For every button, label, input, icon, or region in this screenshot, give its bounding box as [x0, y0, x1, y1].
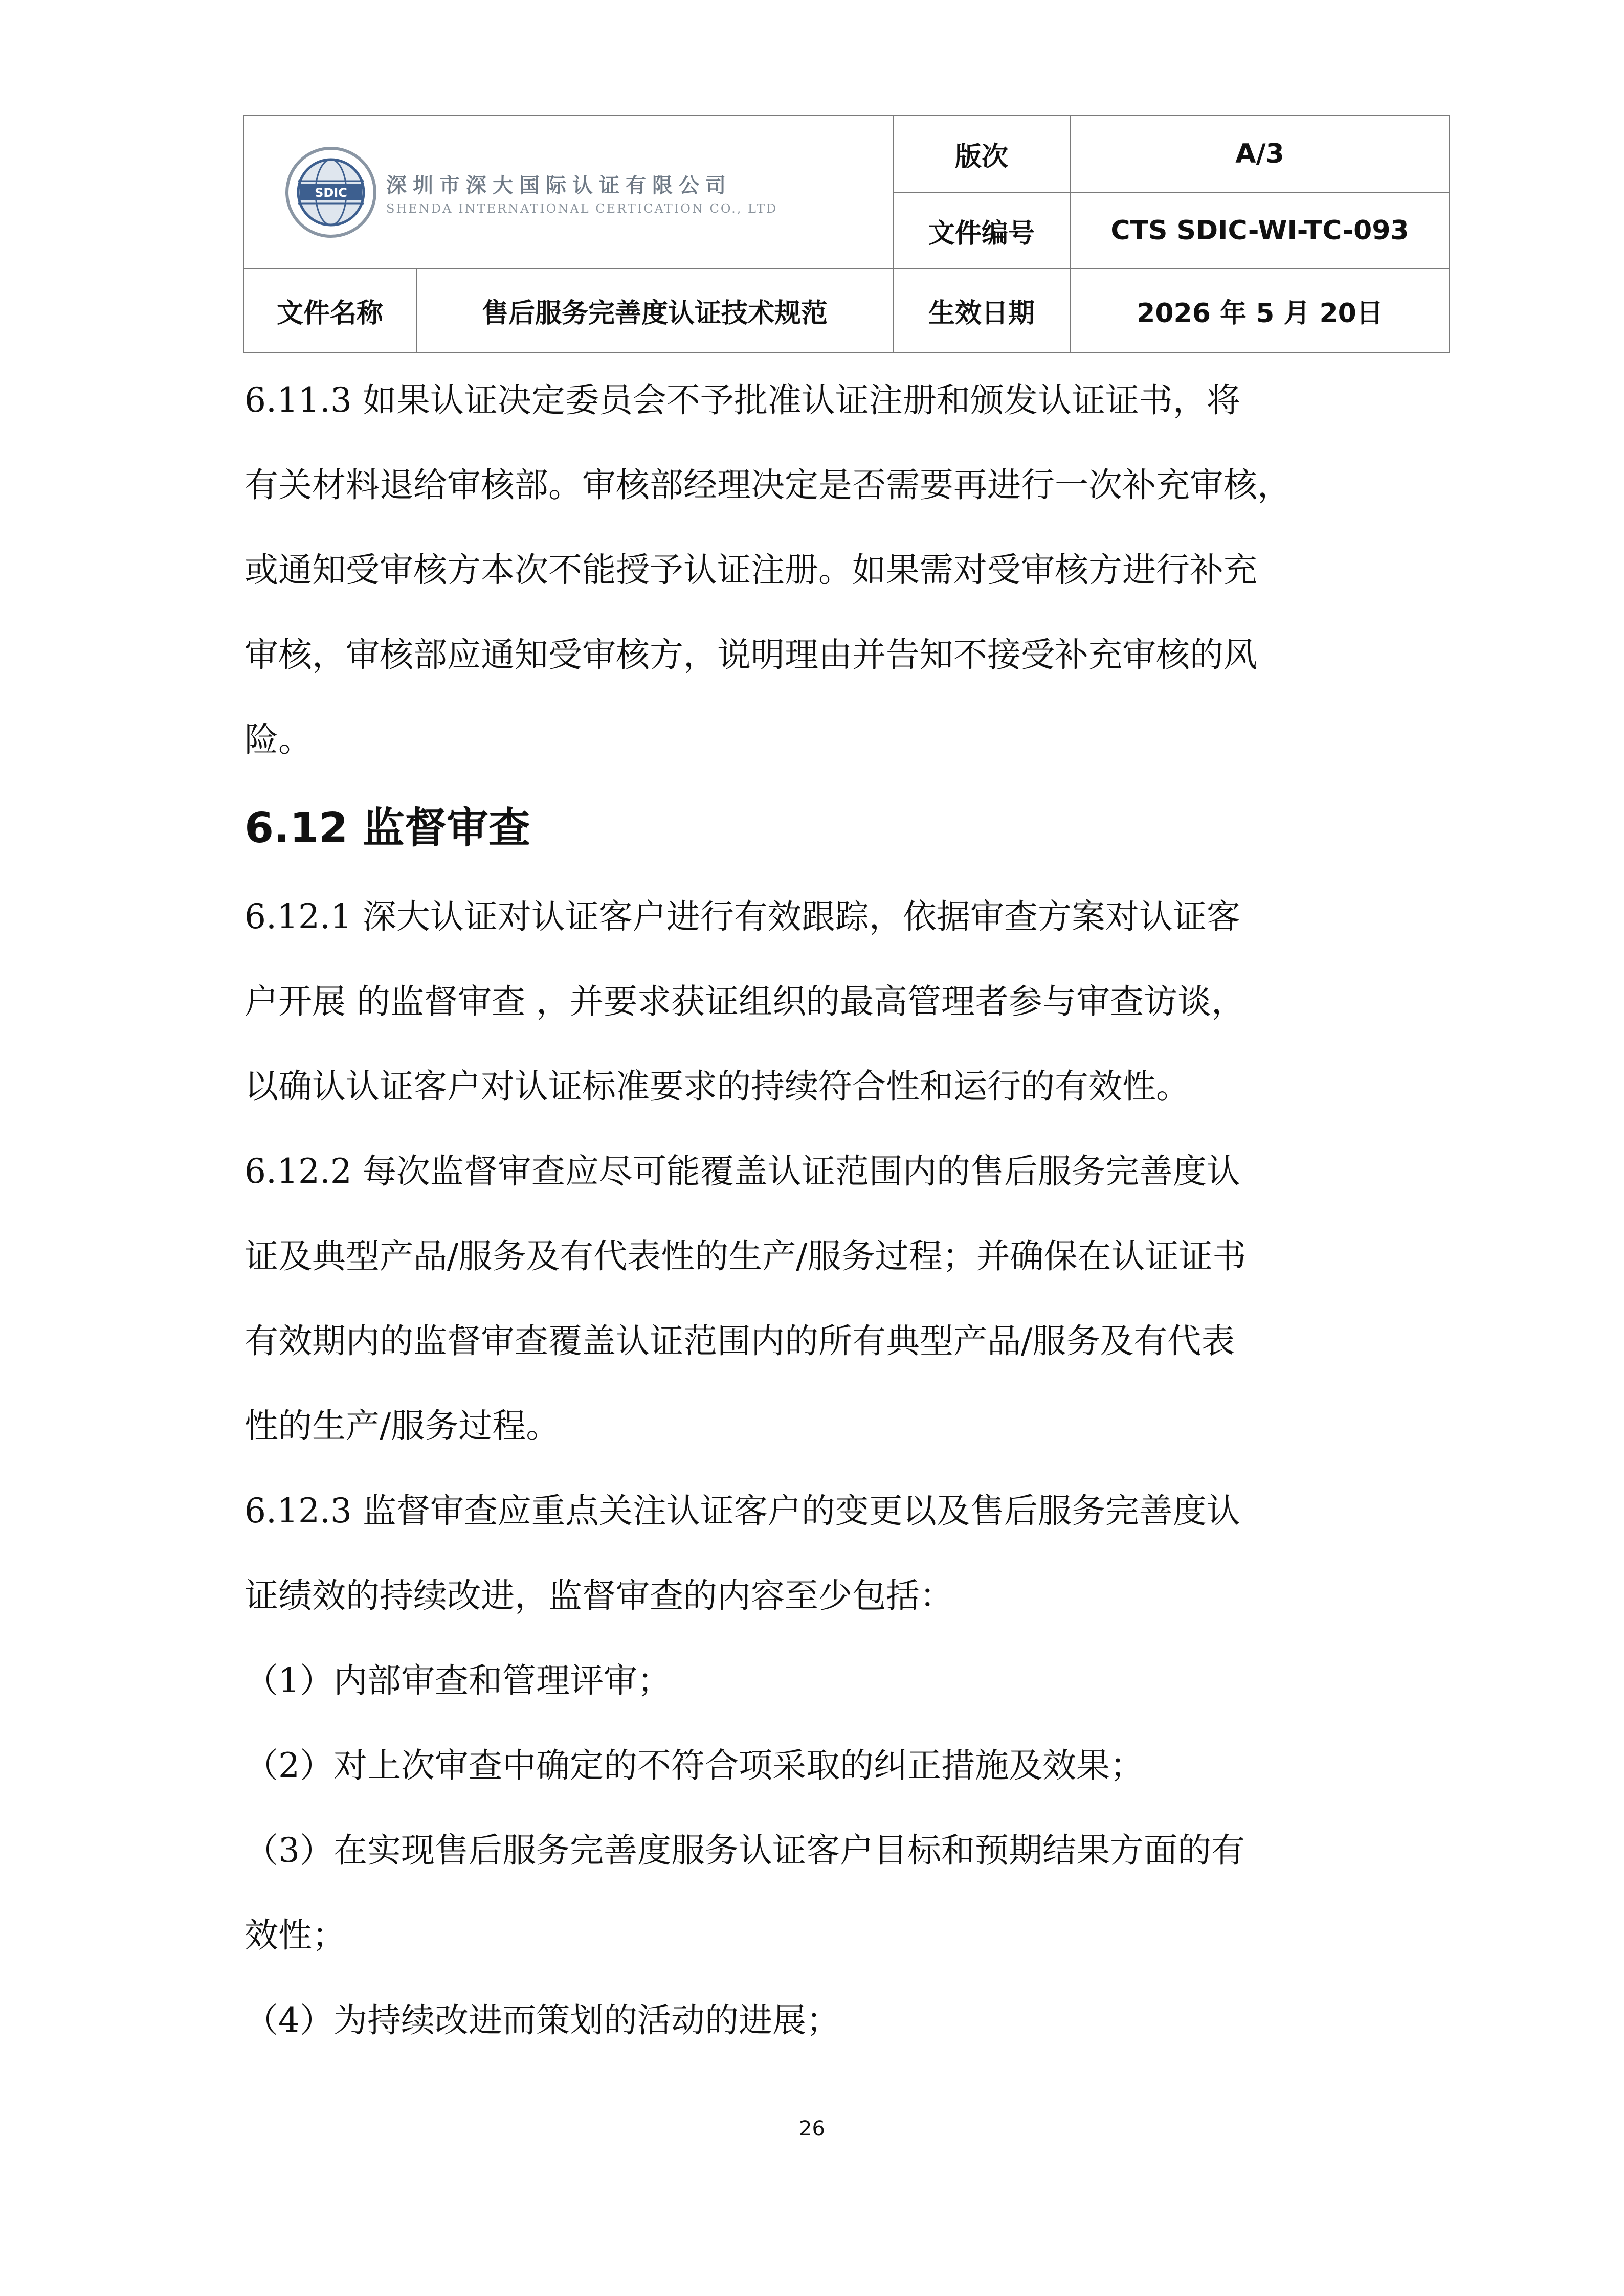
- list-item-2: （2）对上次审查中确定的不符合项采取的纠正措施及效果；: [244, 1746, 1144, 1785]
- effective-date-label: 生效日期: [893, 269, 1070, 352]
- company-logo-cell: [243, 116, 893, 269]
- version-label: 版次: [893, 116, 1070, 192]
- list-item-4: （4）为持续改进而策划的活动的进展；: [244, 2000, 840, 2040]
- text-line: 6.12.1 深大认证对认证客户进行有效跟踪，依据审查方案对认证客: [244, 897, 1240, 936]
- text-line: 6.11.3 如果认证决定委员会不予批准认证注册和颁发认证证书，将: [244, 380, 1240, 420]
- company-seal-icon: [285, 146, 377, 238]
- section-heading-6-12: 6.12 监督审查: [244, 804, 530, 852]
- page-number: 26: [799, 2117, 825, 2141]
- paragraph-6-12-2: [244, 1129, 1395, 1469]
- text-line: 险。: [244, 720, 312, 759]
- text-line: 6.12.3 监督审查应重点关注认证客户的变更以及售后服务完善度认: [244, 1491, 1240, 1530]
- text-line: 效性；: [244, 1916, 346, 1955]
- paragraph-6-11-3: [244, 358, 1395, 782]
- company-name-en: SHENDA INTERNATIONAL CERTICATION CO., LTD: [386, 201, 778, 216]
- text-line: （3）在实现售后服务完善度服务认证客户目标和预期结果方面的有: [244, 1831, 1245, 1870]
- text-line: 有关材料退给审核部。审核部经理决定是否需要再进行一次补充审核，: [244, 465, 1291, 505]
- document-header-table: [243, 115, 1450, 353]
- version-value: A/3: [1070, 116, 1450, 192]
- doc-name-value: 售后服务完善度认证技术规范: [416, 269, 893, 352]
- text-line: 性的生产/服务过程。: [244, 1406, 560, 1446]
- text-line: 6.12.2 每次监督审查应尽可能覆盖认证范围内的售后服务完善度认: [244, 1152, 1240, 1191]
- logo-text: SDIC: [315, 186, 347, 200]
- document-body: [244, 358, 1395, 2063]
- text-line: 证绩效的持续改进，监督审查的内容至少包括：: [244, 1576, 953, 1615]
- company-name-cn: 深圳市深大国际认证有限公司: [386, 173, 732, 197]
- effective-date-value: 2026 年 5 月 20日: [1070, 269, 1450, 352]
- text-line: 以确认认证客户对认证标准要求的持续符合性和运行的有效性。: [244, 1067, 1190, 1106]
- doc-no-value: CTS SDIC-WI-TC-093: [1070, 192, 1450, 269]
- text-line: 有效期内的监督审查覆盖认证范围内的所有典型产品/服务及有代表: [244, 1321, 1235, 1361]
- text-line: 审核，审核部应通知受审核方，说明理由并告知不接受补充审核的风: [244, 635, 1257, 674]
- text-line: 证及典型产品/服务及有代表性的生产/服务过程；并确保在认证证书: [244, 1236, 1247, 1276]
- doc-name-label: 文件名称: [243, 269, 416, 352]
- list-item-1: （1）内部审查和管理评审；: [244, 1661, 671, 1700]
- text-line: 户开展 的监督审查 ，并要求获证组织的最高管理者参与审查访谈，: [244, 982, 1245, 1021]
- text-line: 或通知受审核方本次不能授予认证注册。如果需对受审核方进行补充: [244, 550, 1257, 590]
- paragraph-6-12-1: [244, 874, 1395, 1129]
- doc-no-label: 文件编号: [893, 192, 1070, 269]
- list-item-3: [244, 1808, 1395, 1978]
- paragraph-6-12-3: [244, 1469, 1395, 1638]
